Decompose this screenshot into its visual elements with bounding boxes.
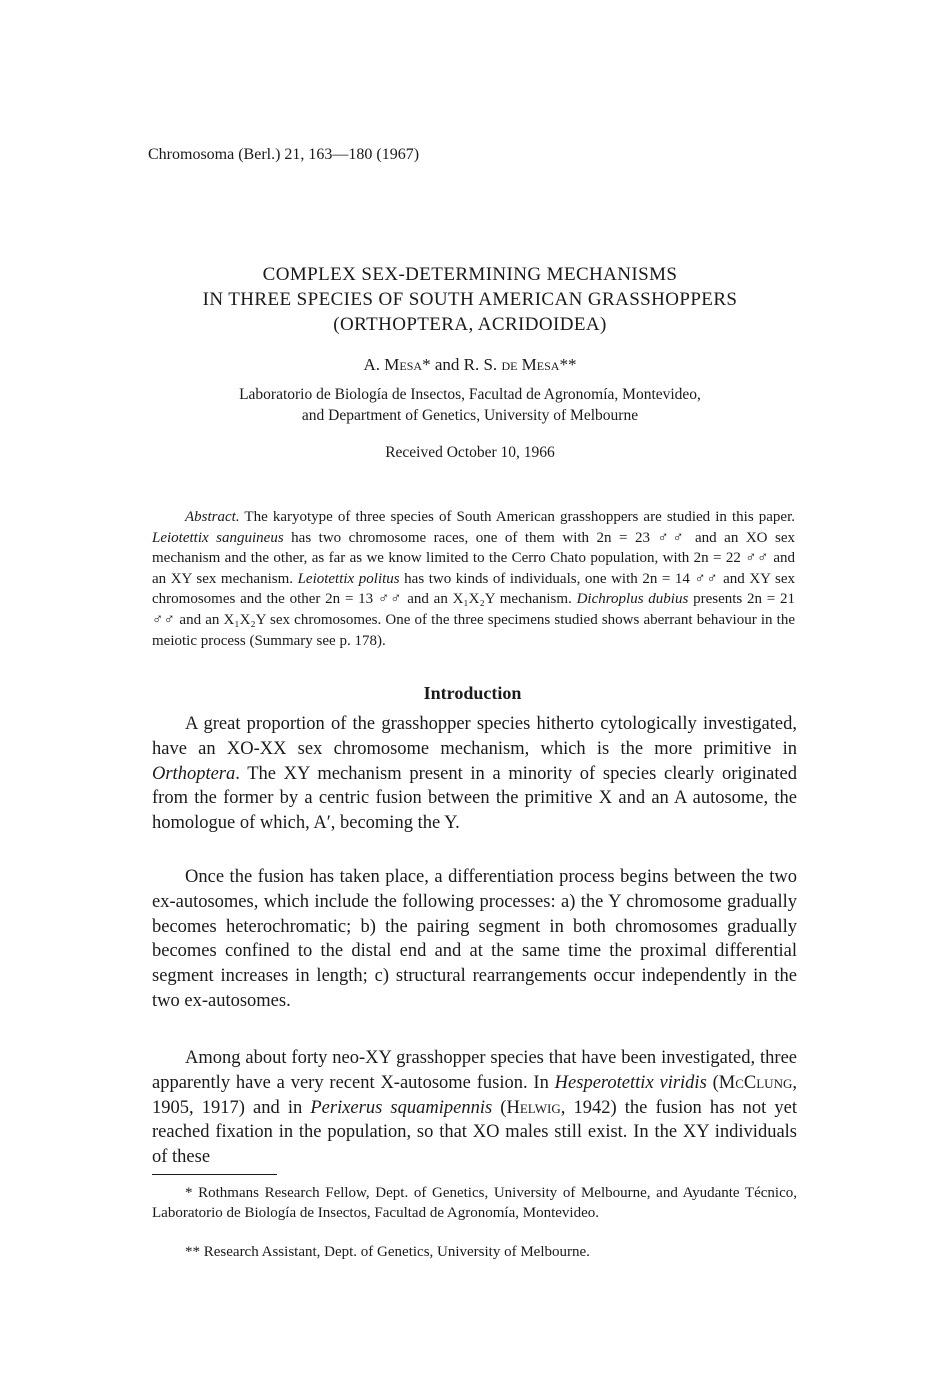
title-line-2: IN THREE SPECIES OF SOUTH AMERICAN GRASSHOPPERS	[202, 289, 738, 310]
p3-species-hesperotettix: Hesperotettix viridis	[554, 1072, 707, 1093]
affiliation-line-1: Laboratorio de Biología de Insectos, Facultad de Agronomía, Montevideo,	[239, 386, 701, 403]
abstract-text-4: presents 2n = 21 ♂♂ and an X₁X₂Y sex chromosomes. One of the three specimens studied shows aberrant behaviour in the meiotic process (Summary see p. 178).	[152, 591, 795, 649]
species-leiotettix-politus: Leiotettix politus	[297, 570, 400, 587]
p3-text-a: Among about forty neo-XY grasshopper species that have been investigated, three apparently have a very recent X-autosome fusion. In	[152, 1048, 797, 1093]
abstract-text-3: has two kinds of individuals, one with 2n = 14 ♂♂ and XY sex chromosomes and the other 2n = 13 ♂♂ and an X₁X₂Y mechanism.	[152, 570, 795, 608]
p1-taxon-orthoptera: Orthoptera	[152, 763, 236, 784]
author-2-initial: R. S.	[463, 355, 502, 374]
title-line-3: (ORTHOPTERA, ACRIDOIDEA)	[333, 314, 607, 335]
p3-text-e: , 1942) the fusion has not yet reached fixation in the population, so that XO males still exist. In the XY individuals of these	[152, 1097, 797, 1168]
abstract-label: Abstract.	[185, 509, 240, 525]
affiliation-line-2: and Department of Genetics, University of Melbourne	[301, 407, 639, 424]
species-leiotettix-sanguineus: Leiotettix sanguineus	[152, 529, 284, 546]
p1-text-a: A great proportion of the grasshopper species hitherto cytologically investigated, have an XO-XX sex chromosome mechanism, which is the more primitive in	[152, 714, 797, 759]
p3-author-helwig: Helwig	[506, 1097, 561, 1118]
footnote-1: * Rothmans Research Fellow, Dept. of Genetics, University of Melbourne, and Ayudante Técnico, Laboratorio de Biología de Insectos, Facultad de Agronomía, Montevideo.	[152, 1185, 797, 1221]
species-dichroplus-dubius: Dichroplus dubius	[576, 591, 689, 608]
p3-text-c: , 1905, 1917) and in	[152, 1072, 797, 1118]
intro-paragraph-2: Once the fusion has taken place, a differentiation process begins between the two ex-autosomes, which include the following processes: a) the Y chromosome gradually becomes heterochromatic; b) the pairing segment in both chromosomes gradually becomes confined to the distal end and at the same time the proximal differential segment increases in length; c) structural rearrangements occur independently in the two ex-autosomes.	[152, 867, 797, 1011]
footnote-2: ** Research Assistant, Dept. of Genetics, University of Melbourne.	[185, 1244, 590, 1260]
author-line	[140, 355, 800, 375]
p3-text-d: (	[492, 1097, 507, 1118]
abstract-text-2: has two chromosome races, one of them with 2n = 23 ♂♂ and an XO sex mechanism and the other, as far as we know limited to the Cerro Chato population, with 2n = 22 ♂♂ and an XY sex mechanism.	[152, 529, 795, 587]
author-2-mark: **	[559, 355, 577, 374]
journal-reference: Chromosoma (Berl.) 21, 163—180 (1967)	[148, 146, 420, 163]
intro-paragraph-3	[152, 1046, 797, 1170]
author-1-initial: A.	[363, 355, 385, 374]
author-1-mark: * and	[422, 355, 464, 374]
author-1-name: Mesa	[384, 355, 423, 374]
footnote-divider	[152, 1174, 277, 1175]
p3-species-perixerus: Perixerus squamipennis	[310, 1097, 493, 1118]
article-title	[140, 262, 800, 337]
abstract-text-1: The karyotype of three species of South American grasshoppers are studied in this paper.	[239, 509, 795, 525]
abstract	[152, 507, 795, 651]
title-line-1: COMPLEX SEX-DETERMINING MECHANISMS	[262, 264, 678, 285]
author-2-name: de Mesa	[501, 355, 560, 374]
received-date: Received October 10, 1966	[385, 444, 555, 461]
intro-paragraph-1	[152, 712, 797, 836]
p3-author-mcclung: McClung	[718, 1072, 793, 1093]
p3-text-b: (	[706, 1072, 719, 1093]
p1-text-b: . The XY mechanism present in a minority of species clearly originated from the former by a centric fusion between the primitive X and an A autosome, the homologue of which, A′, becoming the Y.	[152, 763, 797, 834]
affiliation	[140, 384, 800, 426]
section-heading-introduction: Introduction	[423, 683, 522, 703]
